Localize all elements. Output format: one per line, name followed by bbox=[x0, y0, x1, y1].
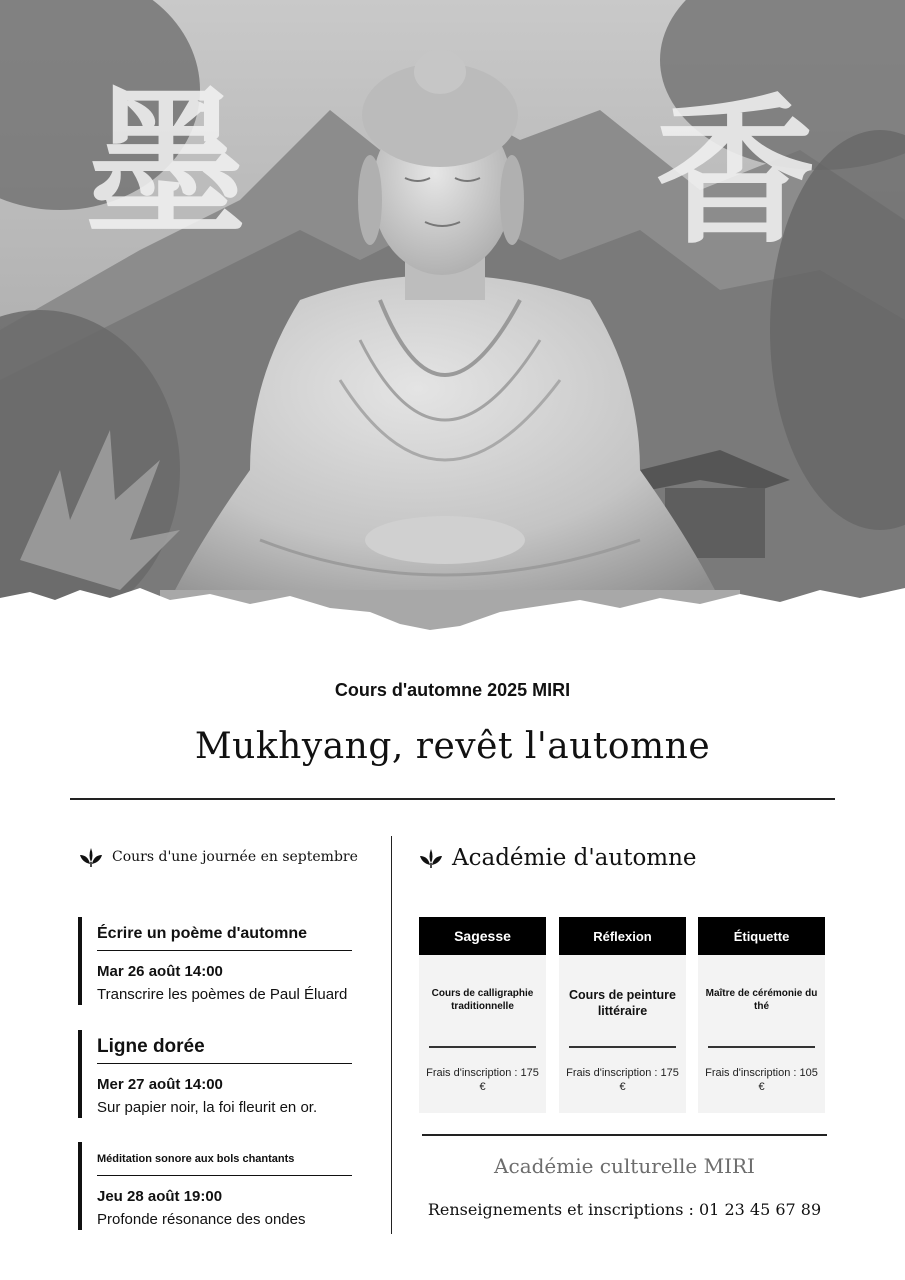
left-section-heading bbox=[78, 846, 358, 868]
footer-divider bbox=[422, 1134, 827, 1136]
registration-fee: Frais d'inscription : 175 € bbox=[426, 1067, 539, 1094]
registration-fee: Frais d'inscription : 175 € bbox=[566, 1067, 679, 1094]
event-description: Sur papier noir, la foi fleurit en or. bbox=[97, 1099, 318, 1116]
contact-info: Renseignements et inscriptions : 01 23 45 67 89 bbox=[427, 1200, 822, 1219]
course-card-label: Étiquette bbox=[698, 917, 825, 955]
title-divider bbox=[70, 798, 835, 800]
left-section-heading-text: Cours d'une journée en septembre bbox=[112, 849, 358, 865]
event-date: Jeu 28 août 19:00 bbox=[97, 1188, 223, 1205]
column-divider bbox=[391, 836, 392, 1234]
course-name: Cours de peinture littéraire bbox=[569, 988, 676, 1019]
page-title: Mukhyang, revêt l'automne bbox=[194, 726, 711, 767]
event-title: Méditation sonore aux bols chantants bbox=[97, 1142, 352, 1176]
event-title: Écrire un poème d'automne bbox=[97, 917, 352, 951]
course-card bbox=[419, 917, 546, 1113]
event-item bbox=[78, 917, 352, 1005]
lotus-ornament-icon bbox=[418, 847, 444, 869]
registration-fee: Frais d'inscription : 105 € bbox=[705, 1067, 818, 1094]
event-description: Profonde résonance des ondes bbox=[97, 1211, 306, 1228]
organizer-name: Académie culturelle MIRI bbox=[494, 1154, 755, 1178]
course-card-label: Réflexion bbox=[559, 917, 686, 955]
calligraphy-glyph-right: 香 bbox=[655, 78, 816, 266]
course-card bbox=[559, 917, 686, 1113]
right-section-heading bbox=[418, 845, 697, 871]
event-item bbox=[78, 1142, 352, 1230]
event-description: Transcrire les poèmes de Paul Éluard bbox=[97, 986, 348, 1003]
event-subtitle: Cours d'automne 2025 MIRI bbox=[334, 680, 571, 700]
calligraphy-glyph-left: 墨 bbox=[86, 70, 247, 258]
event-date: Mer 27 août 14:00 bbox=[97, 1076, 223, 1093]
event-date: Mar 26 août 14:00 bbox=[97, 963, 223, 980]
course-card-divider bbox=[429, 1046, 536, 1048]
course-name: Cours de calligraphie traditionnelle bbox=[431, 988, 534, 1012]
lotus-ornament-icon bbox=[78, 846, 104, 868]
right-section-heading-text: Académie d'automne bbox=[452, 845, 697, 871]
event-item bbox=[78, 1030, 352, 1118]
course-name: Maître de cérémonie du thé bbox=[705, 988, 818, 1012]
event-title: Ligne dorée bbox=[97, 1030, 352, 1064]
course-card-label: Sagesse bbox=[419, 917, 546, 955]
course-card-divider bbox=[708, 1046, 815, 1048]
course-card-divider bbox=[569, 1046, 676, 1048]
course-card bbox=[698, 917, 825, 1113]
